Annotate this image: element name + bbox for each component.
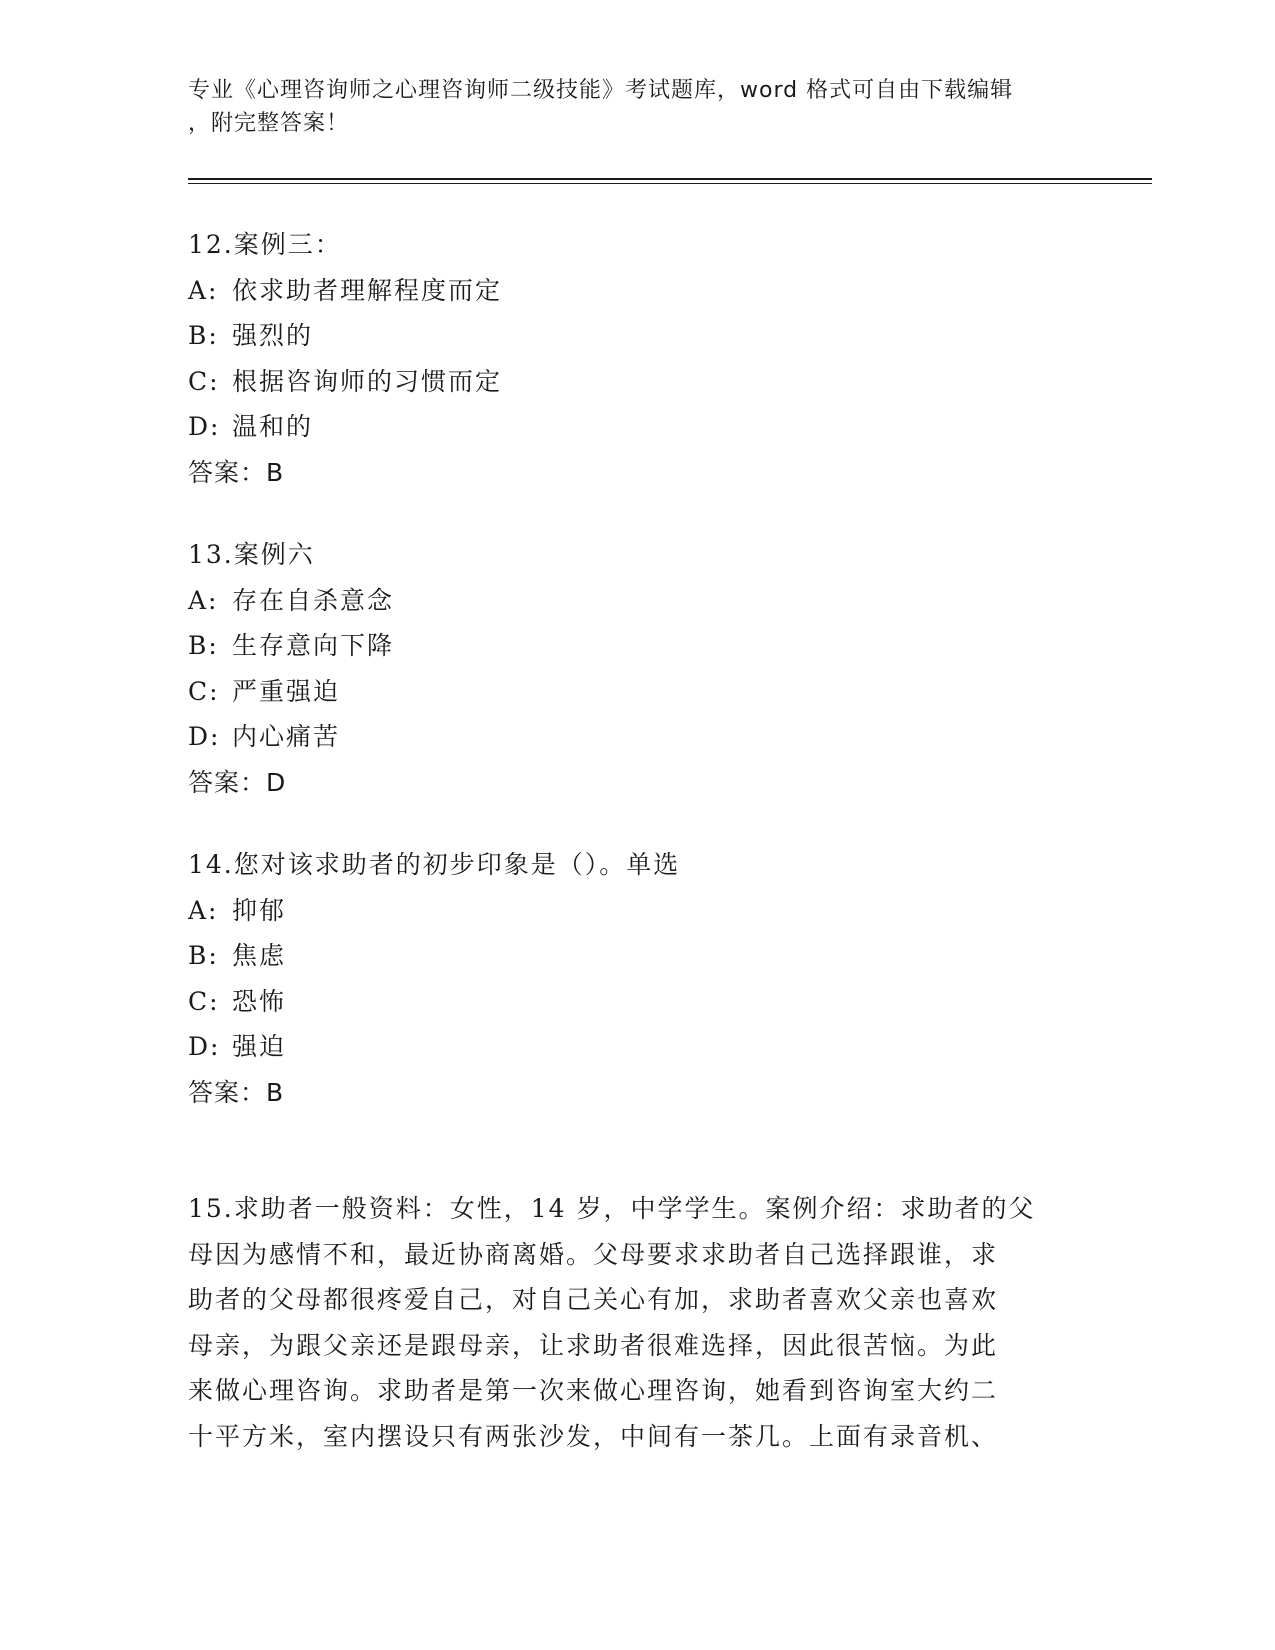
option-letter: C: bbox=[188, 366, 220, 396]
option-text: 恐怖 bbox=[232, 986, 287, 1016]
paragraph-line: 来做心理咨询。求助者是第一次来做心理咨询，她看到咨询室大约二 bbox=[188, 1376, 999, 1405]
document-header bbox=[188, 74, 1068, 140]
option-c bbox=[188, 979, 1088, 1025]
option-b bbox=[188, 933, 1088, 979]
paragraph-line: 助者的父母都很疼爱自己，对自己关心有加，求助者喜欢父亲也喜欢 bbox=[188, 1285, 999, 1314]
paragraph-line: 十平方米，室内摆设只有两张沙发，中间有一茶几。上面有录音机、 bbox=[188, 1421, 999, 1451]
question-12 bbox=[188, 222, 1088, 495]
question-title: 13.案例六 bbox=[188, 540, 315, 569]
header-line-2: ，附完整答案！ bbox=[188, 111, 350, 136]
option-letter: A: bbox=[188, 275, 219, 305]
option-a bbox=[188, 268, 1088, 314]
option-a bbox=[188, 578, 1088, 624]
option-c bbox=[188, 669, 1088, 715]
option-text: 温和的 bbox=[232, 412, 314, 441]
option-letter: D: bbox=[188, 1032, 221, 1061]
option-d bbox=[188, 404, 1088, 450]
option-letter: D: bbox=[188, 412, 221, 441]
answer-line: 答案：B bbox=[188, 457, 285, 487]
option-text: 严重强迫 bbox=[232, 676, 341, 706]
option-letter: C: bbox=[188, 986, 220, 1016]
option-text: 强烈的 bbox=[232, 321, 314, 350]
header-divider bbox=[188, 178, 1152, 184]
question-title: 12.案例三： bbox=[188, 230, 342, 259]
option-text: 焦虑 bbox=[232, 941, 287, 970]
answer-line: 答案：D bbox=[188, 767, 287, 797]
option-a bbox=[188, 888, 1088, 934]
paragraph-line: 母亲，为跟父亲还是跟母亲，让求助者很难选择，因此很苦恼。为此 bbox=[188, 1330, 999, 1360]
option-c bbox=[188, 359, 1088, 405]
question-15 bbox=[188, 1186, 1088, 1459]
option-letter: B: bbox=[188, 941, 219, 970]
option-letter: A: bbox=[188, 895, 219, 925]
option-text: 生存意向下降 bbox=[232, 631, 395, 660]
option-letter: A: bbox=[188, 585, 219, 615]
option-text: 存在自杀意念 bbox=[232, 585, 395, 615]
option-text: 内心痛苦 bbox=[232, 722, 341, 751]
option-text: 根据咨询师的习惯而定 bbox=[232, 366, 503, 396]
option-letter: C: bbox=[188, 676, 220, 706]
option-letter: B: bbox=[188, 631, 219, 660]
option-d bbox=[188, 1024, 1088, 1070]
option-d bbox=[188, 714, 1088, 760]
question-13 bbox=[188, 532, 1088, 805]
header-line-1: 专业《心理咨询师之心理咨询师二级技能》考试题库，word 格式可自由下载编辑 bbox=[188, 78, 1014, 103]
option-text: 强迫 bbox=[232, 1032, 287, 1061]
paragraph-line: 15.求助者一般资料：女性，14 岁，中学学生。案例介绍：求助者的父 bbox=[188, 1194, 1036, 1223]
option-b bbox=[188, 623, 1088, 669]
option-b bbox=[188, 313, 1088, 359]
paragraph-line: 母因为感情不和，最近协商离婚。父母要求求助者自己选择跟谁，求 bbox=[188, 1239, 999, 1269]
question-title: 14.您对该求助者的初步印象是（）。单选 bbox=[188, 850, 681, 879]
option-text: 依求助者理解程度而定 bbox=[232, 275, 503, 305]
option-text: 抑郁 bbox=[232, 895, 287, 925]
question-14 bbox=[188, 842, 1088, 1115]
option-letter: D: bbox=[188, 722, 221, 751]
option-letter: B: bbox=[188, 321, 219, 350]
answer-line: 答案：B bbox=[188, 1077, 285, 1107]
